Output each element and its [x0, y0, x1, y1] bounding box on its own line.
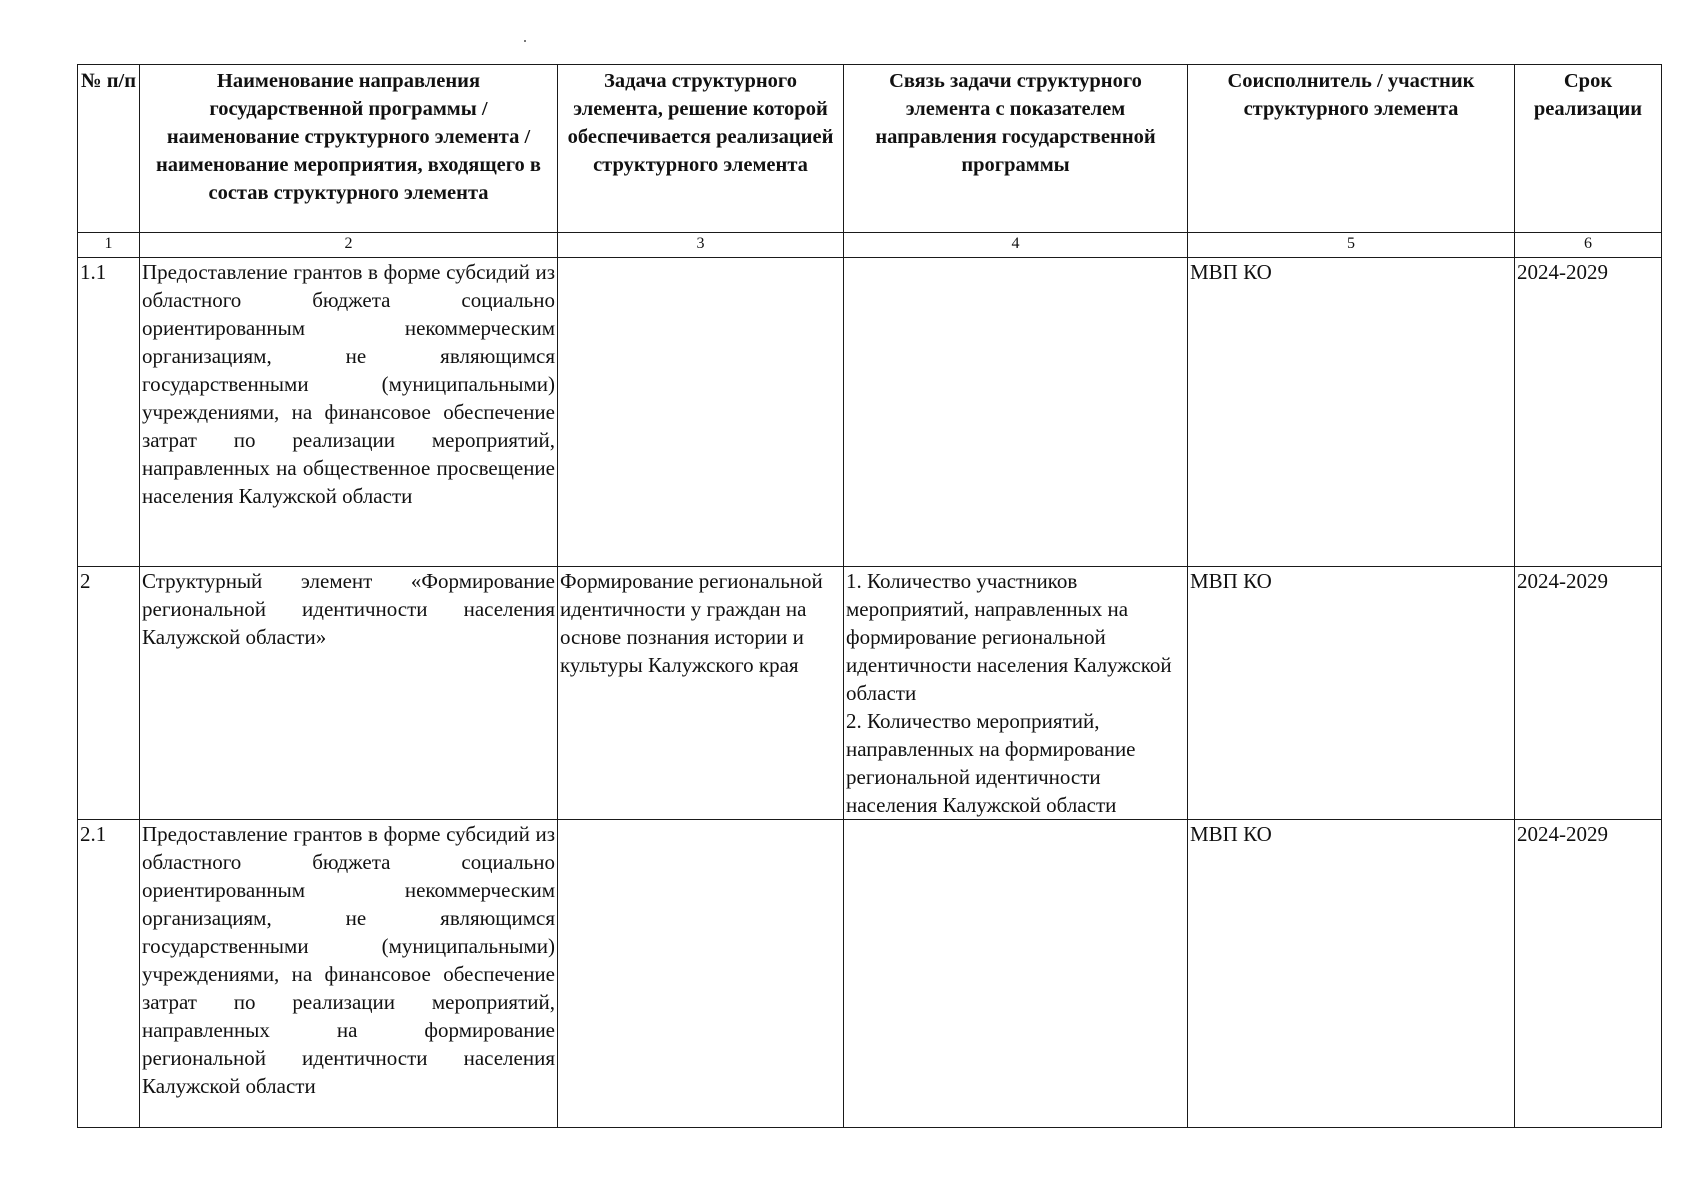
header-period: Срок реализации: [1515, 65, 1662, 233]
row-period: 2024-2029: [1515, 258, 1662, 567]
column-number: 1: [78, 233, 140, 258]
column-number: 5: [1188, 233, 1515, 258]
row-number: 2: [78, 567, 140, 820]
row-participant: МВП КО: [1188, 258, 1515, 567]
header-participant: Соисполнитель / участник структурного элемента: [1188, 65, 1515, 233]
header-task: Задача структурного элемента, решение которой обеспечивается реализацией структурного элемента: [558, 65, 844, 233]
header-number: № п/п: [78, 65, 140, 233]
table-row: [78, 567, 1662, 820]
row-name: Предоставление грантов в форме субсидий из областного бюджета социально ориентированным некоммерческим организациям, не являющимся государственными (муниципальными) учреждениями, на финансовое обеспечение затрат по реализации мероприятий, направленных на формирование региональной идентичности населения Калужской области: [140, 820, 558, 1128]
table-row: [78, 820, 1662, 1128]
row-name: Структурный элемент «Формирование региональной идентичности населения Калужской области»: [140, 567, 558, 820]
row-participant: МВП КО: [1188, 820, 1515, 1128]
row-period: 2024-2029: [1515, 820, 1662, 1128]
column-number: 6: [1515, 233, 1662, 258]
row-task: Формирование региональной идентичности у граждан на основе познания истории и культуры Калужского края: [558, 567, 844, 820]
row-name: Предоставление грантов в форме субсидий из областного бюджета социально ориентированным некоммерческим организациям, не являющимся государственными (муниципальными) учреждениями, на финансовое обеспечение затрат по реализации мероприятий, направленных на общественное просвещение населения Калужской области: [140, 258, 558, 567]
column-number-row: [78, 233, 1662, 258]
program-table: [77, 64, 1662, 1128]
scan-speck: [524, 40, 526, 42]
header-row: [78, 65, 1662, 233]
table-row: [78, 258, 1662, 567]
column-number: 4: [844, 233, 1188, 258]
row-indicator: 1. Количество участников мероприятий, направленных на формирование региональной идентичности населения Калужской области 2. Количество мероприятий, направленных на формирование региональной идентичности населения Калужской области: [844, 567, 1188, 820]
row-number: 1.1: [78, 258, 140, 567]
row-participant: МВП КО: [1188, 567, 1515, 820]
header-indicator-link: Связь задачи структурного элемента с показателем направления государственной программы: [844, 65, 1188, 233]
row-number: 2.1: [78, 820, 140, 1128]
row-task: [558, 258, 844, 567]
column-number: 2: [140, 233, 558, 258]
row-period: 2024-2029: [1515, 567, 1662, 820]
row-indicator: [844, 258, 1188, 567]
row-task: [558, 820, 844, 1128]
row-indicator: [844, 820, 1188, 1128]
header-name: Наименование направления государственной программы / наименование структурного элемента / наименование мероприятия, входящего в состав структурного элемента: [140, 65, 558, 233]
column-number: 3: [558, 233, 844, 258]
